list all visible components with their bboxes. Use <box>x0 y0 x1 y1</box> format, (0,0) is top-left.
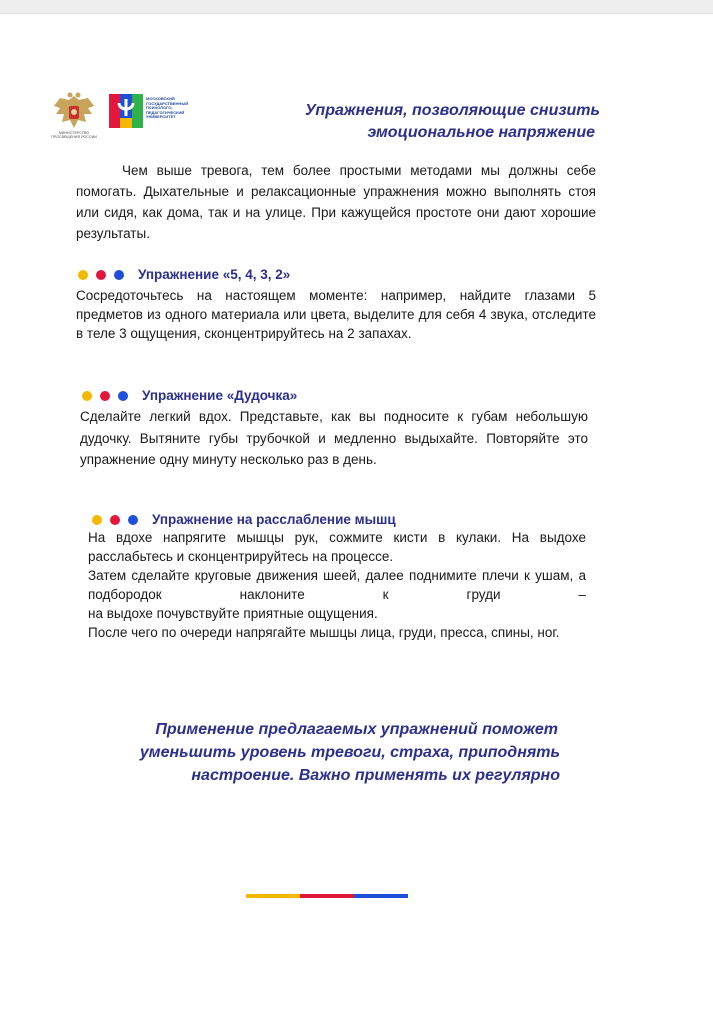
color-dots-icon <box>82 391 128 401</box>
logos-block <box>50 90 210 146</box>
closing-line-1: Применение предлагаемых упражнений поможет <box>155 721 558 738</box>
closing-line-2: уменьшить уровень тревоги, страха, приподнять <box>139 744 560 761</box>
exercise-2-body <box>80 406 588 471</box>
ministry-caption: МИНИСТЕРСТВО ПРОСВЕЩЕНИЯ РОССИИ <box>51 131 97 139</box>
exercise-2-text: Сделайте легкий вдох. Представьте, как вы подносите к губам небольшую дудочку. Вытяните губы трубочкой и медленно выдыхайте. Повторяйте это упражнение одну минуту несколько раз в день. <box>80 409 588 467</box>
exercise-1-title-text: Упражнение «5, 4, 3, 2» <box>138 267 291 282</box>
viewer-top-bar <box>0 0 713 14</box>
closing-line-3: настроение. Важно применять их регулярно <box>191 767 560 784</box>
intro-paragraph <box>76 160 596 244</box>
page-heading <box>240 100 600 144</box>
exercise-2-title-text: Упражнение «Дудочка» <box>142 388 298 403</box>
exercise-1-text: Сосредоточьтесь на настоящем моменте: например, найдите глазами 5 предметов из одного материала или цвета, выделите для себя 4 звука, отследите в теле 3 ощущения, сконцентрируйтесь на 2 запахах. <box>76 288 596 341</box>
exercise-3-text-1: На вдохе напрягите мышцы рук, сожмите кисти в кулаки. На выдохе расслабьтесь и сконцентрируйтесь на процессе. <box>88 530 586 564</box>
university-logo-icon <box>109 94 143 128</box>
exercise-3-text-2: Затем сделайте круговые движения шеей, далее поднимите плечи к ушам, а подбородок наклоните к груди – <box>88 568 586 602</box>
heading-line-2: эмоциональное напряжение <box>367 124 595 141</box>
closing-statement <box>100 718 560 787</box>
exercise-3-title-text: Упражнение на расслабление мышц <box>152 512 396 527</box>
color-dots-icon <box>78 270 124 280</box>
heading-line-1: Упражнения, позволяющие снизить <box>304 102 600 119</box>
exercise-2-title <box>82 388 297 403</box>
exercise-3-text-3: на выдохе почувствуйте приятные ощущения. <box>88 606 378 621</box>
tricolor-divider <box>246 894 408 898</box>
color-dots-icon <box>92 515 138 525</box>
exercise-1-body <box>76 286 596 343</box>
exercise-3-text-4: После чего по очереди напрягайте мышцы лица, груди, пресса, спины, ног. <box>88 625 560 640</box>
intro-text: Чем выше тревога, тем более простыми методами мы должны себе помогать. Дыхательные и релаксационные упражнения можно выполнять стоя или сидя, как дома, так и на улице. При кажущейся простоте они дают хорошие результаты. <box>76 163 596 241</box>
exercise-1-title <box>78 267 290 282</box>
exercise-3-title <box>92 512 396 527</box>
university-name: МОСКОВСКИЙ ГОСУДАРСТВЕННЫЙ ПСИХОЛОГО-ПЕДАГОГИЧЕСКИЙ УНИВЕРСИТЕТ <box>146 96 189 120</box>
exercise-3-body <box>88 528 586 642</box>
